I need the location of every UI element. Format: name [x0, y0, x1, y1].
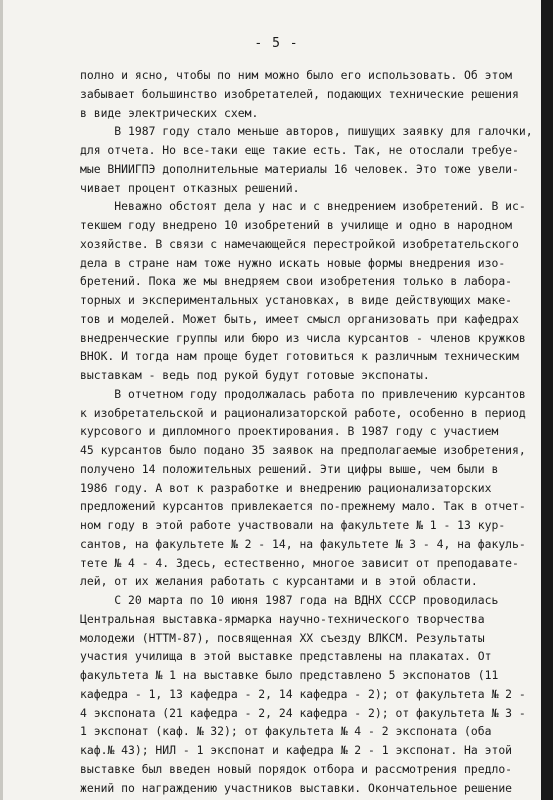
text-line: молодежи (НТТМ-87), посвященная XX съезду ВЛКСМ. Результаты — [80, 630, 485, 645]
text-line: выставкам - ведь под рукой будут готовые экспонаты. — [80, 368, 430, 382]
text-line: 45 курсантов было подано 35 заявок на предполагаемые изобретения, — [80, 443, 526, 457]
text-line: 1986 году. А вот к разработке и внедрению рационализаторских — [80, 480, 492, 495]
text-line: чивает процент отказных решений. — [80, 180, 300, 195]
page-number: - 5 - — [254, 36, 299, 51]
text-line: тов и моделей. Может быть, имеет смысл организовать при кафедрах — [80, 311, 519, 326]
text-line: хозяйстве. В связи с намечающейся перестройкой изобретательского — [80, 236, 519, 251]
text-line: жений по награждению участников выставки. Окончательное решение — [80, 780, 513, 795]
body-text — [80, 66, 533, 797]
text-line: С 20 марта по 10 июня 1987 года на ВДНХ СССР проводилась — [80, 593, 499, 607]
text-line: В 1987 году стало меньше авторов, пишущих заявку для галочки, — [80, 124, 533, 139]
text-line: полно и ясно, чтобы по ним можно было его использовать. Об этом — [80, 68, 513, 82]
text-line: в виде электрических схем. — [80, 105, 259, 120]
text-line: торных и экспериментальных установках, в виде действующих маке- — [80, 293, 513, 307]
text-line: 1 экспонат (каф. № 32); от факультета № 4 - 2 экспоната (оба — [80, 724, 492, 739]
text-line: участия училища в этой выставке представлены на плакатах. От — [80, 649, 492, 664]
text-line: 4 экспоната (21 кафедра - 2, 24 кафедра - 2); от факультета № 3 - — [80, 705, 526, 720]
text-line: выставке был введен новый порядок отбора и рассмотрения предло- — [80, 761, 513, 776]
text-line: лей, от их желания работать с курсантами и в этой области. — [80, 574, 478, 589]
text-line: каф.№ 43); НИЛ - 1 экспонат и кафедра № 2 - 1 экспонат. На этой — [80, 743, 513, 757]
text-line: сантов, на факультете № 2 - 14, на факультете № 3 - 4, на факуль- — [80, 536, 526, 551]
text-line: курсового и дипломного проектирования. В 1987 году с участием — [80, 424, 499, 439]
text-line: забывает большинство изобретателей, подающих технические решения — [80, 86, 519, 101]
text-line: Неважно обстоят дела у нас и с внедрением изобретений. В ис- — [80, 199, 526, 214]
text-line: дела в стране нам тоже нужно искать новые формы внедрения изо- — [80, 255, 506, 270]
text-line: ВНОК. И тогда нам проще будет готовиться к различным техническим — [80, 349, 519, 364]
text-line: для отчета. Но все-таки еще такие есть. Так, не отослали требуе- — [80, 143, 519, 157]
text-line: В отчетном году продолжалась работа по привлечению курсантов — [80, 386, 526, 401]
text-line: к изобретательской и рационализаторской работе, особенно в период — [80, 405, 526, 420]
text-line: предложений курсантов привлекается по-прежнему мало. Так в отчет- — [80, 499, 526, 514]
scan-left-edge — [0, 0, 3, 800]
text-line: кафедра - 1, 13 кафедра - 2, 14 кафедра - 2); от факультета № 2 - — [80, 686, 526, 701]
text-line: получено 14 положительных решений. Эти цифры выше, чем были в — [80, 461, 499, 476]
scan-right-edge — [541, 0, 553, 800]
text-line: мые ВНИИГПЭ дополнительные материалы 16 человек. Это тоже увели- — [80, 161, 519, 176]
text-line: Центральная выставка-ярмарка научно-технического творчества — [80, 611, 485, 626]
text-line: тете № 4 - 4. Здесь, естественно, многое зависит от преподавате- — [80, 555, 519, 570]
text-line: ном году в этой работе участвовали на факультете № 1 - 13 кур- — [80, 518, 506, 532]
text-line: внедренческие группы или бюро из числа курсантов - членов кружков — [80, 330, 526, 345]
text-line: текшем году внедрено 10 изобретений в училище и одно в народном — [80, 218, 513, 232]
text-line: факультета № 1 на выставке было представлено 5 экспонатов (11 — [80, 668, 499, 682]
text-line: бретений. Пока же мы внедряем свои изобретения только в лабора- — [80, 274, 513, 289]
